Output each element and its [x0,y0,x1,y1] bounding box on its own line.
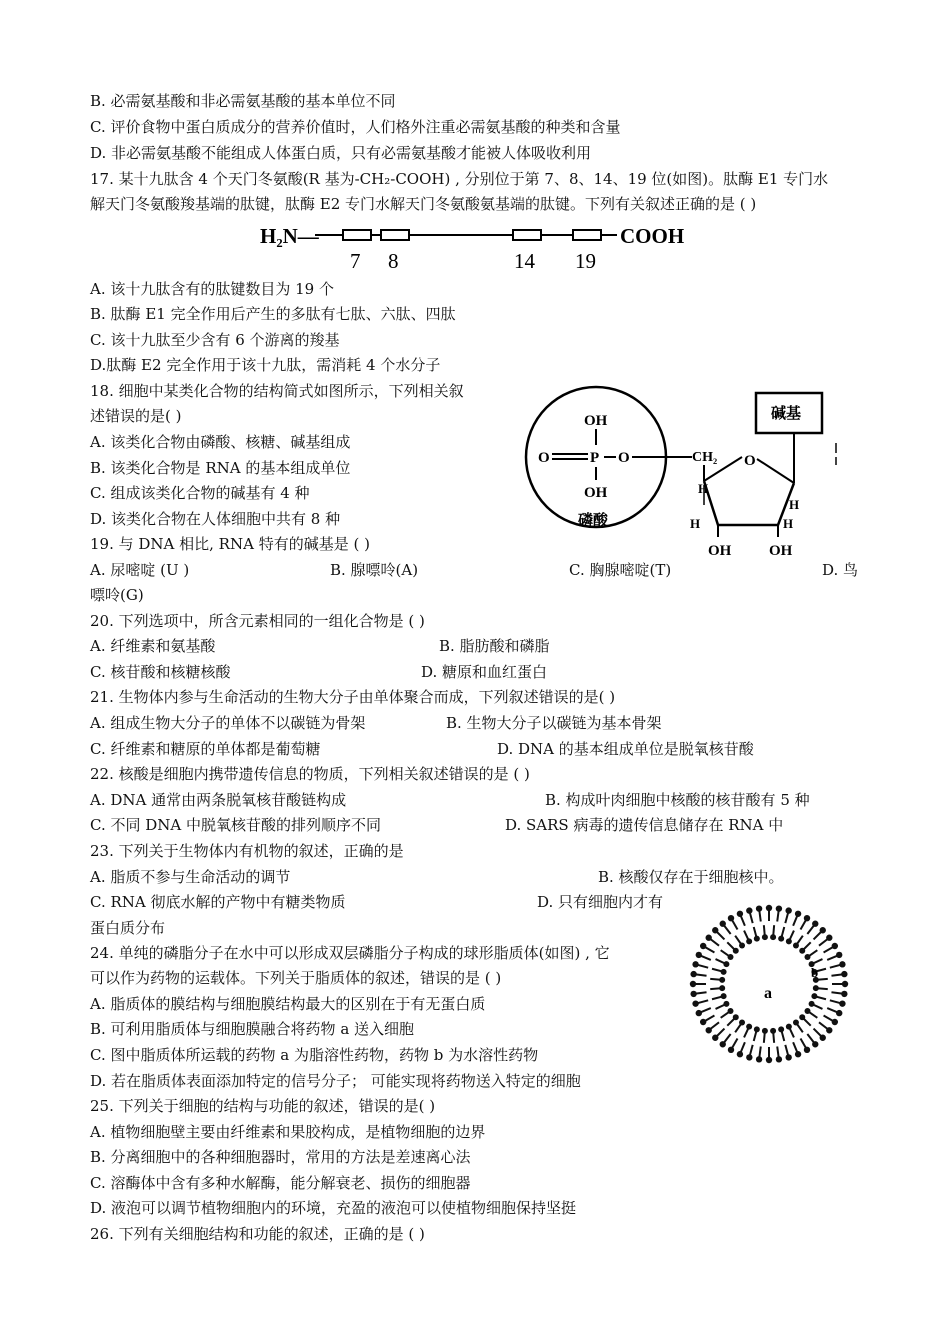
option-17d: D.肽酶 E2 完全作用于该十九肽，需消耗 4 个水分子 [90,356,441,374]
nucleotide-diagram [520,385,850,565]
option-19a: A. 尿嘧啶 (U ) [90,561,190,579]
peptide-diagram [255,222,705,274]
lipid-head [727,954,733,960]
option-19d: D. 鸟 [822,561,859,579]
lipid-head [746,938,752,944]
option-24d: D. 若在脂质体表面添加特定的信号分子； 可能实现将药物送入特定的细胞 [90,1072,581,1090]
option-24b: B. 可利用脂质体与细胞膜融合将药物 a 送入细胞 [90,1020,415,1038]
option-20c: C. 核苷酸和核糖核酸 [90,663,231,681]
lipid-head [700,943,706,949]
residue-19-box [573,230,601,240]
option-18b: B. 该类化合物是 RNA 的基本组成单位 [90,459,351,477]
lipid-head [804,1047,810,1053]
question-23-stem: 23. 下列关于生物体内有机物的叙述，正确的是 [90,842,404,860]
option-25c: C. 溶酶体中含有多种水解酶，能分解衰老、损伤的细胞器 [90,1174,471,1192]
option-19b: B. 腺嘌呤(A) [330,561,419,579]
lipid-head [723,961,729,967]
lipid-head [778,1026,784,1032]
question-19-stem: 19. 与 DNA 相比, RNA 特有的碱基是 ( ) [90,535,370,553]
phosphate-label: 磷酸 [578,513,609,529]
option-25b: B. 分离细胞中的各种细胞器时，常用的方法是差速离心法 [90,1148,471,1166]
residue-7-box [343,230,371,240]
liposome-diagram [688,903,850,1065]
lipid-head [737,1051,743,1057]
phosphorus-atom: P [590,450,600,466]
option-17b: B. 肽酶 E1 完全作用后产生的多肽有七肽、六肽、四肽 [90,305,456,323]
drug-b-label: b [811,965,819,980]
option-22c: C. 不同 DNA 中脱氧核苷酸的排列顺序不同 [90,816,382,834]
option-20a: A. 纤维素和氨基酸 [90,637,216,655]
lipid-head [804,915,810,921]
hydrogen-2: H [690,516,701,531]
ribose-ring-oxygen: O [744,453,756,469]
lipid-head [811,993,817,999]
lipid-head [799,948,805,954]
lipid-head [696,952,702,958]
hydroxyl-right: OH [769,543,793,559]
lipid-head [746,1024,752,1030]
lipid-head [692,1000,698,1006]
lipid-head [766,1057,772,1063]
question-26-stem: 26. 下列有关细胞结构和功能的叙述，正确的是 ( ) [90,1225,425,1243]
lipid-head [841,971,847,977]
lipid-head [776,905,782,911]
lipid-head [809,1001,815,1007]
lipid-head [785,1054,791,1060]
option-16b: B. 必需氨基酸和非必需氨基酸的基本单位不同 [90,92,396,110]
position-label-7: 7 [350,249,361,273]
lipid-head [795,911,801,917]
lipid-head [721,969,727,975]
lipid-head [832,1019,838,1025]
carboxyl-terminus-label: COOH [620,224,685,248]
option-20b: B. 脂肪酸和磷脂 [439,637,550,655]
amino-terminus-label: H₂N— [260,224,319,248]
lipid-head [756,905,762,911]
option-18c: C. 组成该类化合物的碱基有 4 种 [90,484,310,502]
question-17-stem-1: 17. 某十九肽含 4 个天门冬氨酸(R 基为-CH₂-COOH) , 分别位于第 7、8、14、19 位(如图)。肽酶 E1 专门水 [90,170,829,188]
option-19c: C. 胸腺嘧啶(T) [569,561,672,579]
phospholipid-bilayer [690,905,848,1063]
residue-14-box [513,230,541,240]
lipid-head [762,934,768,940]
lipid-head [805,1008,811,1014]
lipid-head [766,905,772,911]
lipid-head [839,961,845,967]
lipid-head [690,981,696,987]
option-21d: D. DNA 的基本组成单位是脱氧核苷酸 [497,740,754,758]
lipid-head [739,942,745,948]
lipid-head [826,935,832,941]
lipid-head [692,961,698,967]
option-24c: C. 图中脂质体所运载的药物 a 为脂溶性药物，药物 b 为水溶性药物 [90,1046,539,1064]
question-22-stem: 22. 核酸是细胞内携带遗传信息的物质，下列相关叙述错误的是 ( ) [90,765,530,783]
question-24-stem-1: 24. 单纯的磷脂分子在水中可以形成双层磷脂分子构成的球形脂质体(如图) , 它 [90,944,610,962]
lipid-head [754,936,760,942]
option-20d: D. 糖原和血红蛋白 [421,663,548,681]
option-18a: A. 该类化合物由磷酸、核糖、碱基组成 [90,433,351,451]
lipid-head [832,943,838,949]
question-18-stem-1: 18. 细胞中某类化合物的结构简式如图所示，下列相关叙 [90,382,464,400]
option-25d: D. 液泡可以调节植物细胞内的环境，充盈的液泡可以使植物细胞保持坚挺 [90,1199,577,1217]
question-21-stem: 21. 生物体内参与生命活动的生物大分子由单体聚合而成，下列叙述错误的是( ) [90,688,616,706]
lipid-head [720,1041,726,1047]
lipid-head [836,952,842,958]
lipid-head [762,1028,768,1034]
lipid-head [739,1020,745,1026]
lipid-head [719,977,725,983]
phosphate-o-double: O [538,450,550,466]
lipid-head [721,993,727,999]
phosphate-oh-bottom: OH [584,485,608,501]
lipid-head [836,1010,842,1016]
lipid-head [813,985,819,991]
lipid-head [826,1027,832,1033]
ribose-ring [704,481,794,525]
option-21a: A. 组成生物大分子的单体不以碳链为骨架 [90,714,366,732]
option-25a: A. 植物细胞壁主要由纤维素和果胶构成，是植物细胞的边界 [90,1123,486,1141]
lipid-head [728,1047,734,1053]
hydroxyl-left: OH [708,543,732,559]
lipid-head [706,935,712,941]
option-24a: A. 脂质体的膜结构与细胞膜结构最大的区别在于有无蛋白质 [90,995,486,1013]
option-23a: A. 脂质不参与生命活动的调节 [90,868,291,886]
lipid-head [733,1014,739,1020]
lipid-head [795,1051,801,1057]
lipid-head [770,1028,776,1034]
option-16d: D. 非必需氨基酸不能组成人体蛋白质，只有必需氨基酸才能被人体吸收利用 [90,144,592,162]
option-23c: C. RNA 彻底水解的产物中有糖类物质 [90,893,346,911]
lipid-head [737,911,743,917]
option-19d-continued: 嘌呤(G) [90,586,144,604]
lipid-head [820,927,826,933]
option-23b: B. 核酸仅存在于细胞核中。 [598,868,784,886]
option-23d: D. 只有细胞内才有 [537,893,664,911]
lipid-head [720,921,726,927]
option-22a: A. DNA 通常由两条脱氧核苷酸链构成 [90,791,347,809]
lipid-head [820,1035,826,1041]
lipid-head [756,1056,762,1062]
lipid-head [728,915,734,921]
lipid-head [712,927,718,933]
option-23d-continued: 蛋白质分布 [90,919,166,937]
lipid-head [727,1008,733,1014]
lipid-head [805,954,811,960]
option-16c: C. 评价食物中蛋白质成分的营养价值时，人们格外注重必需氨基酸的种类和含量 [90,118,621,136]
ch2-group: CH₂ [692,450,718,465]
lipid-head [700,1019,706,1025]
lipid-head [712,1035,718,1041]
option-17c: C. 该十九肽至少含有 6 个游离的羧基 [90,331,340,349]
position-label-14: 14 [514,249,535,273]
residue-8-box [381,230,409,240]
lipid-head [690,991,696,997]
hydrogen-3: H [783,516,794,531]
lipid-head [770,934,776,940]
question-24-stem-2: 可以作为药物的运载体。下列关于脂质体的叙述，错误的是 ( ) [90,969,502,987]
option-17a: A. 该十九肽含有的肽键数目为 19 个 [90,280,334,298]
lipid-head [696,1010,702,1016]
lipid-head [785,907,791,913]
lipid-head [799,1014,805,1020]
question-18-stem-2: 述错误的是( ) [90,407,182,425]
hydrogen-4: H [789,497,800,512]
drug-a-label: a [764,985,772,1002]
lipid-head [841,991,847,997]
lipid-head [733,948,739,954]
lipid-head [842,981,848,987]
lipid-head [723,1001,729,1007]
phosphate-o-link: O [618,450,630,466]
lipid-head [786,938,792,944]
lipid-head [706,1027,712,1033]
lipid-head [793,1020,799,1026]
phosphate-oh-top: OH [584,413,608,429]
lipid-head [778,936,784,942]
lipid-head [812,921,818,927]
lipid-head [839,1000,845,1006]
option-18d: D. 该类化合物在人体细胞中共有 8 种 [90,510,341,528]
lipid-head [719,985,725,991]
option-22b: B. 构成叶肉细胞中核酸的核苷酸有 5 种 [545,791,810,809]
question-25-stem: 25. 下列关于细胞的结构与功能的叙述，错误的是( ) [90,1097,436,1115]
position-label-19: 19 [575,249,596,273]
position-label-8: 8 [388,249,399,273]
lipid-head [776,1056,782,1062]
option-22d: D. SARS 病毒的遗传信息储存在 RNA 中 [505,816,784,834]
hydrogen-1: H [698,481,709,496]
lipid-head [690,971,696,977]
lipid-head [786,1024,792,1030]
base-label: 碱基 [771,406,802,422]
question-17-stem-2: 解天门冬氨酸羧基端的肽键，肽酶 E2 专门水解天门冬氨酸氨基端的肽键。下列有关叙述正确的是 ( ) [90,195,757,213]
option-21c: C. 纤维素和糖原的单体都是葡萄糖 [90,740,321,758]
lipid-head [812,1041,818,1047]
lipid-head [746,907,752,913]
lipid-head [793,942,799,948]
option-21b: B. 生物大分子以碳链为基本骨架 [446,714,662,732]
lipid-head [754,1026,760,1032]
lipid-head [746,1054,752,1060]
question-20-stem: 20. 下列选项中，所含元素相同的一组化合物是 ( ) [90,612,425,630]
